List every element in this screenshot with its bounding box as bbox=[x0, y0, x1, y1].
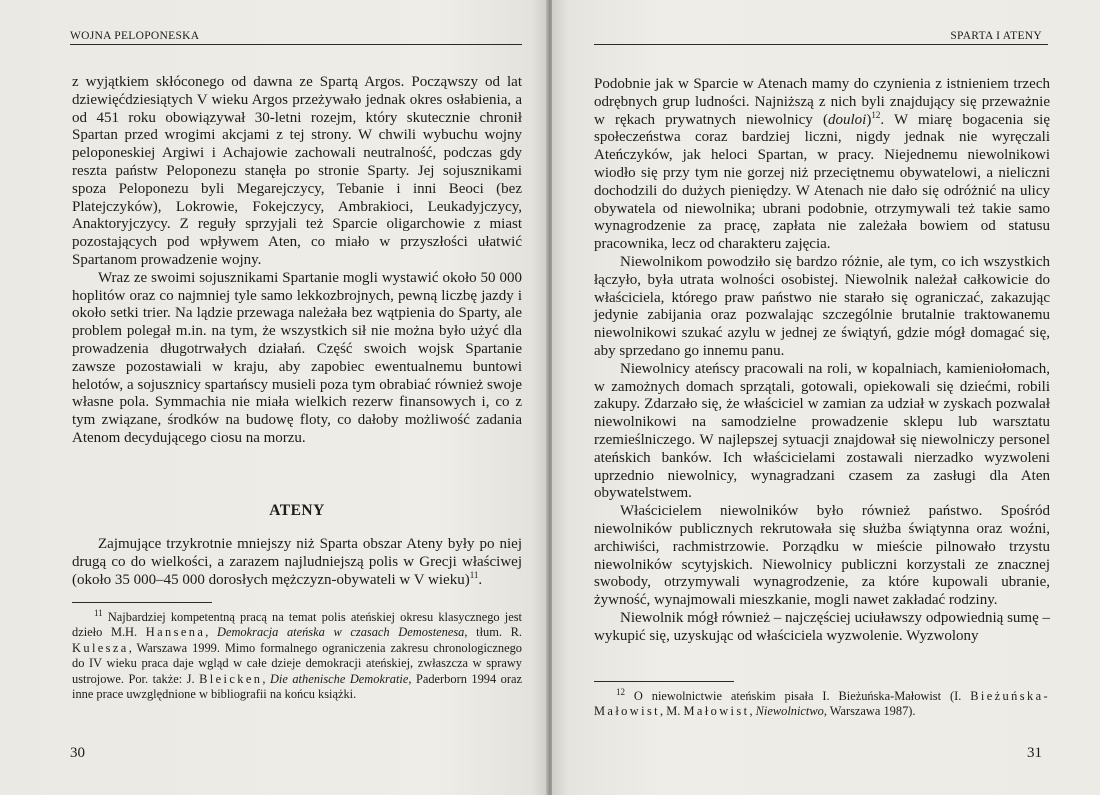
author-name: Kulesza bbox=[72, 640, 129, 655]
footnote-ref: 12 bbox=[871, 109, 881, 120]
author-name: Bleicken bbox=[199, 671, 263, 686]
section-body bbox=[72, 536, 522, 589]
paragraph: Niewolnikom powodziło się bardzo różnie, ale tym, co ich wszystkich łączyło, była utrata wolności osobistej. Niewolnik należał całkowicie do właściciela, którego praw państwo nie starało się ograniczać, zakazując jedynie zabijania oraz pozwalając szczególnie brutalnie traktowanemu niewolnikowi szukać azylu w jednej ze świątyń, gdzie mógł domagać się, aby sprzedano go innemu panu. bbox=[594, 253, 1050, 359]
paragraph bbox=[72, 536, 522, 589]
left-page bbox=[0, 0, 548, 795]
greek-term: douloi bbox=[827, 111, 867, 128]
paragraph: Niewolnicy ateńscy pracowali na roli, w kopalniach, kamieniołomach, w zamożnych domach sprzątali, gotowali, opiekowali się dziećmi, robili zakupy. Zdarzało się, że właściciel w zamian za udział w zyskach pozwalał niewolnikowi na samodzielne prowadzenie sklepu lub warsztatu rzemieślniczego. W najlepszej sytuacji znajdował się niewolniczy personel ateńskich banków. Ich właścicielami zostawali nierzadko wyzwoleni uprzednio niewolnicy, wynagradzani czasem za zasługi dla Aten obywatelstwem. bbox=[594, 360, 1050, 502]
footnote-number: 12 bbox=[616, 686, 625, 697]
footnote-ref: 11 bbox=[469, 569, 479, 580]
paragraph-fragment: . W miarę bogacenia się społeczeństwa coraz bardziej liczni, nigdy jednak nie wyręczali Ateńczyków, jak heloci Spartan, w pracy. Niejednemu niewolnikowi wiodło się przy tym nie gorzej niż przeciętnemu obywatelowi, a nieliczni dochodzili do dużych pieniędzy. W Atenach nie dało się odróżnić na ulicy obywatela od niewolnika; ubrani podobnie, otrzymywali też takie samo wynagrodzenie za pracę, zapłata nie zależała bowiem od statusu pracownika, lecz od charakteru zajęcia. bbox=[594, 111, 1050, 253]
paragraph: Niewolnik mógł również – najczęściej uciuławszy odpowiednią sumę – wykupić się, uzyskując od właściciela wyzwolenie. Wyzwolony bbox=[594, 609, 1050, 644]
book-title: Die athenische Demokratie bbox=[269, 671, 409, 686]
author-name: Hansena bbox=[145, 625, 206, 640]
page-number-right: 31 bbox=[1027, 745, 1042, 761]
author-name: Małowist bbox=[683, 704, 750, 719]
footnote-text bbox=[594, 686, 1050, 720]
book-title: Niewolnictwo bbox=[755, 704, 824, 719]
footnote-12 bbox=[594, 686, 1050, 720]
paragraph-fragment: Podobnie jak w Sparcie w Atenach mamy do czynienia z istnieniem trzech odrębnych grup ludności. Najniższą z nich byli znajdujący się przeważnie w rękach prywatnych niewolnicy ( bbox=[594, 76, 1050, 128]
paragraph: z wyjątkiem skłóconego od dawna ze Spartą Argos. Począwszy od lat dziewięćdziesiątych V wieku Argos przeżywało jednak okres osłabienia, a od 451 roku obowiązywał 30-letni rozejm, który skutecznie chronił Spartan przed wrogimi akcjami z tej strony. W chwili wybuchu wojny peloponeskiej Argiwi i Achajowie zachowali neutralność, podczas gdy reszta państw Peloponezu stanęła po stronie Sparty. Jej sojusznikami spoza Peloponezu byli Megarejczycy, Tebanie i inni Beoci (bez Platejczyków), Lokrowie, Fokejczycy, Ambrakioci, Leukadyjczycy, Anaktoryjczycy. Z reguły sprzyjali też Sparcie oligarchowie z miast pozostających pod wpływem Aten, co miało w przyszłości ułatwić Spartanom prowadzenie wojny. bbox=[72, 74, 522, 268]
right-body-text bbox=[594, 76, 1050, 646]
paragraph-end: . bbox=[478, 571, 483, 588]
running-head-right: SPARTA I ATENY bbox=[950, 30, 1042, 42]
footnote-fragment: , M. bbox=[660, 704, 684, 719]
section-title: ATENY bbox=[269, 502, 325, 519]
footnote-text bbox=[72, 607, 522, 702]
footnote-rule-left bbox=[72, 602, 212, 603]
footnote-fragment: Najbardziej kompetentną pracą na temat polis ateńskiej okresu klasycznego jest dzieło M.H. bbox=[72, 610, 522, 640]
left-body-text bbox=[72, 74, 522, 448]
header-rule-left bbox=[70, 44, 522, 45]
footnote-fragment: , Warszawa 1999. Mimo formalnego ograniczenia zakresu chronologicznego do IV wieku praca daje wgląd w całe dzieje demokracji ateńskiej, zwłaszcza w sprawy ustrojowe. Por. także: J. bbox=[72, 640, 522, 686]
footnote-11 bbox=[72, 607, 522, 702]
footnote-fragment: , bbox=[205, 625, 218, 640]
footnote-fragment: , bbox=[262, 671, 270, 686]
footnote-fragment: , Paderborn 1994 oraz inne prace uwzględnione w bibliografii na końcu książki. bbox=[72, 671, 522, 702]
book-title: Demokracja ateńska w czasach Demostenesa bbox=[217, 625, 465, 640]
paragraph bbox=[594, 76, 1050, 254]
header-rule-right bbox=[594, 44, 1048, 45]
paragraph-fragment: ) bbox=[866, 111, 872, 128]
paragraph-text: Zajmujące trzykrotnie mniejszy niż Sparta obszar Ateny były po niej drugą co do wielkości, a zarazem najludniejszą polis w Grecji właściwej (około 35 000–45 000 dorosłych mężczyzn-obywateli w V wieku) bbox=[72, 536, 522, 588]
footnote-fragment: , tłum. R. bbox=[464, 625, 522, 640]
footnote-fragment: , bbox=[749, 704, 756, 719]
footnote-fragment: O niewolnictwie ateńskim pisała I. Bieżuńska-Małowist (I. bbox=[633, 689, 971, 703]
paragraph: Właścicielem niewolników było również państwo. Spośród niewolników publicznych rekrutowała się służba świątynna oraz woźni, archiwiści, rachmistrzowie. Porządku w mieście pilnowało trzystu niewolników scytyjskich. Niewolnicy publiczni korzystali ze znacznej swobody, otrzymywali wynagrodzenie, za które kupowali ubranie, żywność, wynajmowali mieszkanie, mogli nawet zakładać rodziny. bbox=[594, 503, 1050, 609]
right-page bbox=[552, 0, 1100, 795]
footnote-fragment: , Warszawa 1987). bbox=[823, 704, 916, 719]
running-head-left: WOJNA PELOPONESKA bbox=[70, 30, 200, 42]
page-number-left: 30 bbox=[70, 745, 85, 761]
paragraph: Wraz ze swoimi sojusznikami Spartanie mogli wystawić około 50 000 hoplitów oraz co najmniej tyle samo lekkozbrojnych, pewną liczbę jazdy i około setki trier. Na lądzie przewaga należała bez wątpienia do Sparty, ale problem polegał m.in. na tym, że wszystkich sił nie można było użyć dla prowadzenia długotrwałych działań. Część swoich wojsk Spartanie zawsze pozostawiali w kraju, aby zapobiec ewentualnemu buntowi helotów, a sojusznicy spartańscy musieli poza tym obrabiać również swoje własne pola. Symmachia nie miała wielkich rezerw finansowych i, co z tym związane, środków na budowę floty, co dałoby możliwość zadania Atenom decydującego ciosu na morzu. bbox=[72, 269, 522, 446]
footnote-number: 11 bbox=[94, 607, 103, 618]
footnote-rule-right bbox=[594, 681, 734, 682]
author-name: Bieżuńska-Małowist bbox=[594, 689, 1050, 719]
